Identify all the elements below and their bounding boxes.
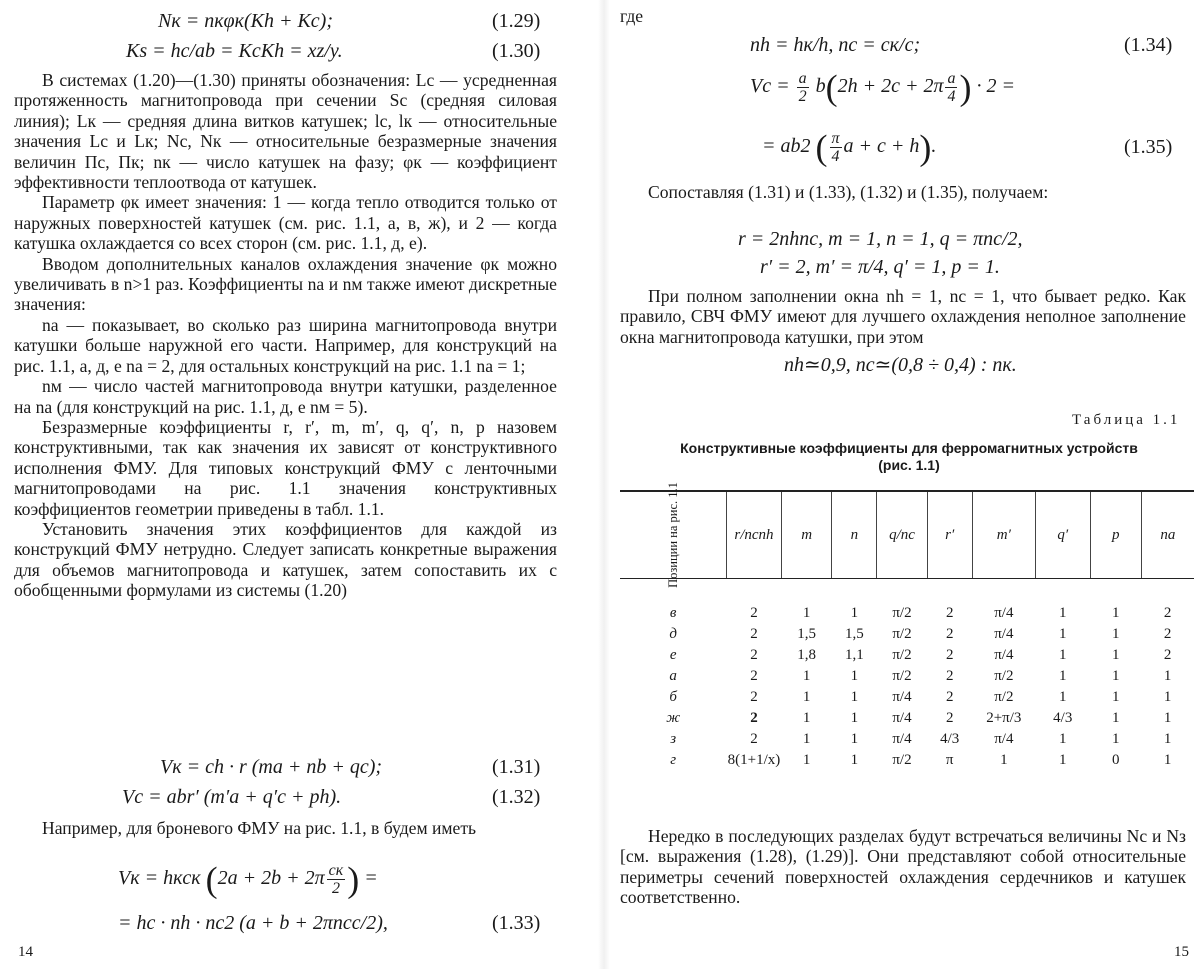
cell: 1 (850, 605, 859, 621)
cell: 1 (1112, 731, 1120, 747)
cell: 1 (1059, 626, 1067, 642)
header-cell: m (782, 491, 832, 579)
paragraph: Безразмерные коэффициенты r, r′, m, m′, q, q′, n, p назовем конструктивными, так как значения их зависят от конструктивного исполнения ФМУ. Для типовых конструкций ФМУ с ленточными магнитопроводами на рис. 1.1 значения конструктивных коэффициентов геометрии приведены в табл. 1.1. (14, 416, 557, 519)
cell: 1 (802, 731, 811, 747)
equation-number: (1.29) (492, 10, 541, 32)
eq-part: b (815, 75, 826, 98)
cell: π/2 (994, 689, 1014, 705)
cell: 8(1+1/x) (727, 752, 781, 768)
eq-part: · 2 = (976, 75, 1015, 98)
paragraph: Например, для броневого ФМУ на рис. 1.1, в будем иметь (42, 818, 477, 838)
header-cell: na (1141, 491, 1194, 579)
cell: π/4 (892, 689, 912, 705)
right-page (618, 0, 1200, 969)
page-number: 15 (1174, 944, 1189, 960)
table-row (620, 750, 1194, 771)
cell-position: в (669, 605, 677, 621)
cell: 1 (1059, 752, 1067, 768)
cell: 1 (850, 710, 859, 726)
cell: 1 (802, 689, 811, 705)
equation-number: (1.31) (492, 756, 541, 778)
cell: 1,5 (844, 626, 864, 642)
header-cell: q/nc (877, 491, 927, 579)
cell: 2 (750, 647, 758, 663)
fraction (830, 130, 842, 165)
numerator: π (831, 130, 840, 147)
cell: π/2 (892, 605, 912, 621)
header-cell: r/ncnh (726, 491, 781, 579)
cell-position: ж (666, 710, 681, 726)
paren-close: ) (919, 127, 932, 168)
cell: 2 (750, 668, 758, 684)
cell: 2 (945, 689, 954, 705)
cell: 2 (945, 668, 954, 684)
cell: 2 (945, 647, 954, 663)
book-gutter (598, 0, 610, 969)
cell: 1 (1163, 668, 1172, 684)
cell: 1 (1059, 668, 1067, 684)
cell: 2 (945, 605, 954, 621)
cell: 1 (850, 668, 859, 684)
equation-1-32: Vc = abr′ (m′a + q′c + ph). (122, 786, 342, 808)
paragraph: В системах (1.20)—(1.30) приняты обозначения: Lc — усредненная протяженность магнитопровода при сечении Sc (средняя силовая линия); Lк — средняя длина витков катушек; lc, lк — относительные значения Lc и Lк; Nc, Nк — относительные безразмерные значения величин Пc, Пк; nк — число катушек на фазу; φк — коэффициент эффективности теплоотвода от катушек. (14, 70, 557, 193)
header-cell: p (1090, 491, 1141, 579)
eq-part: Vc = (750, 75, 790, 98)
text-block (620, 826, 1186, 908)
cell: 1,5 (797, 626, 817, 642)
cell: 1 (1059, 689, 1067, 705)
table-row (620, 666, 1194, 687)
cell-position: б (669, 689, 677, 705)
cell: 2 (1163, 647, 1172, 663)
cell: π/2 (892, 626, 912, 642)
paragraph: Сопоставляя (1.31) и (1.33), (1.32) и (1.35), получаем: (648, 182, 1049, 202)
cell: 2 (1163, 605, 1172, 621)
paren-open: ( (815, 127, 828, 168)
cell: 1 (1112, 647, 1120, 663)
fraction (327, 862, 346, 897)
header-cell (620, 481, 726, 588)
cell: 1 (850, 752, 859, 768)
cell: 2 (750, 689, 758, 705)
cell-position: е (669, 647, 677, 663)
coefficients-table (620, 481, 1194, 771)
denominator: 2 (798, 88, 807, 105)
eq-part: 2h + 2c + 2π (837, 75, 944, 98)
table-title-line: Конструктивные коэффициенты для ферромагнитных устройств (680, 440, 1138, 456)
denominator: 2 (331, 880, 340, 897)
cell: 2 (1163, 626, 1172, 642)
equation-1-35-line1 (750, 67, 1015, 108)
cell-position: з (670, 731, 677, 747)
paren-open: ( (825, 67, 838, 108)
numerator: a (947, 70, 956, 87)
cell: 1 (802, 668, 811, 684)
equation-1-33-line2: = hc · nh · nc2 (a + b + 2πncc/2), (118, 912, 388, 934)
eq-part: = ab2 (762, 135, 811, 158)
cell: 1 (1112, 605, 1120, 621)
cell: 2 (945, 710, 954, 726)
cell: 1 (802, 605, 811, 621)
eq-part: a + c + h (843, 135, 920, 158)
cell-position: д (669, 626, 677, 642)
table-row (620, 708, 1194, 729)
text-block (620, 182, 1186, 202)
cell: 1 (1163, 752, 1172, 768)
cell: 2 (750, 710, 758, 726)
equation-1-35-line2 (762, 127, 937, 168)
paragraph: Вводом дополнительных каналов охлаждения значение φк можно увеличивать в n>1 раз. Коэффициенты na и nм также имеют дискретные значения: (14, 253, 557, 315)
cell: 2 (750, 626, 758, 642)
equation-1-30: Ks = hc/ab = KcKh = xz/y. (126, 40, 343, 62)
text-block (620, 286, 1186, 347)
paragraph: na — показывает, во сколько раз ширина магнитопровода внутри катушки больше наружной его части. Например, для конструкций на рис. 1.1, а, д, е na = 2, для остальных конструкций на рис. 1.1 na = 1; (14, 314, 557, 376)
cell: 1 (802, 752, 811, 768)
text-block (14, 70, 557, 601)
cell: 2 (750, 605, 758, 621)
cell: π/4 (892, 731, 912, 747)
cell: 4/3 (940, 731, 960, 747)
cell: 2+π/3 (986, 710, 1022, 726)
cell: π (945, 752, 954, 768)
cell: 1 (1163, 731, 1172, 747)
equation-1-33-line1 (118, 859, 378, 900)
numerator: cк (328, 862, 344, 879)
paren-close: ) (347, 859, 360, 900)
denominator: 4 (831, 148, 840, 165)
cell: π/2 (892, 668, 912, 684)
fraction (797, 70, 809, 105)
equation-approx: nh≃0,9, nc≃(0,8 ÷ 0,4) : nк. (784, 354, 1017, 376)
cell: 1 (1112, 626, 1120, 642)
eq-part: Vк = hкcк (118, 867, 201, 890)
equation-number: (1.35) (1124, 136, 1173, 158)
paren-close: ) (959, 67, 972, 108)
table-row (620, 603, 1194, 624)
cell: 1,8 (797, 647, 817, 663)
page-number: 14 (18, 944, 33, 960)
table-row (620, 624, 1194, 645)
cell: 1 (1112, 710, 1120, 726)
numerator: a (798, 70, 807, 87)
text-block (14, 818, 557, 838)
equation-number: (1.30) (492, 40, 541, 62)
header-cell: n (832, 491, 877, 579)
cell: 1 (802, 710, 811, 726)
header-cell: r′ (927, 491, 972, 579)
equation-number: (1.33) (492, 912, 541, 934)
cell: 2 (750, 731, 758, 747)
cell: 1,1 (844, 647, 864, 663)
equation-number: (1.34) (1124, 34, 1173, 56)
cell: 1 (1000, 752, 1008, 768)
cell: 2 (945, 626, 954, 642)
eq-part: = (364, 867, 378, 890)
eq-part: . (931, 135, 937, 158)
left-page (0, 0, 590, 969)
denominator: 4 (947, 88, 956, 105)
paragraph: Установить значения этих коэффициентов для каждой из конструкций ФМУ нетрудно. Следует записать конкретные выражения для объемов магнитопровода и катушек, затем сопоставить их с обобщенными формулами из системы (1.20) (14, 518, 557, 601)
cell: π/4 (994, 605, 1014, 621)
cell: 1 (850, 689, 859, 705)
equation-coeffs-2: r′ = 2, m′ = π/4, q′ = 1, p = 1. (760, 256, 1000, 278)
cell: π/2 (892, 752, 912, 768)
header-cell: m′ (972, 491, 1035, 579)
cell-position: а (669, 668, 677, 684)
cell: 1 (1163, 689, 1172, 705)
table-row (620, 645, 1194, 666)
table-row (620, 687, 1194, 708)
paren-open: ( (205, 859, 218, 900)
cell: 1 (1112, 668, 1120, 684)
cell: π/2 (892, 647, 912, 663)
cell-position: г (670, 752, 677, 768)
table-label: Таблица 1.1 (1072, 412, 1181, 428)
cell: 1 (1059, 605, 1067, 621)
equation-1-34: nh = hк/h, nc = cк/c; (750, 34, 921, 56)
equation-1-31: Vк = ch · r (ma + nb + qc); (160, 756, 383, 778)
paragraph: Параметр φк имеет значения: 1 — когда тепло отводится только от наружных поверхностей катушек (см. рис. 1.1, а, в, ж), и 2 — когда катушка охлаждается со всех сторон (см. рис. 1.1, д, е). (14, 192, 557, 254)
cell: 1 (1112, 689, 1120, 705)
cell: 0 (1112, 752, 1120, 768)
cell: π/4 (994, 647, 1014, 663)
header-position: Позиции на рис. 1.1 (665, 481, 680, 588)
header-cell: q′ (1035, 491, 1090, 579)
cell: π/4 (892, 710, 912, 726)
paragraph: При полном заполнении окна nh = 1, nc = 1, что бывает редко. Как правило, СВЧ ФМУ имеют для лучшего охлаждения неполное заполнение окна магнитопровода катушки, при этом (620, 286, 1186, 347)
cell: π/2 (994, 668, 1014, 684)
equation-coeffs-1: r = 2nhnc, m = 1, n = 1, q = πnc/2, (738, 228, 1023, 250)
cell: π/4 (994, 626, 1014, 642)
cell: 1 (1059, 731, 1067, 747)
table-title (618, 440, 1200, 474)
eq-part: 2a + 2b + 2π (217, 867, 325, 890)
equation-number: (1.32) (492, 786, 541, 808)
paragraph: где (620, 6, 644, 26)
table-title-line: (рис. 1.1) (878, 457, 940, 473)
cell: π/4 (994, 731, 1014, 747)
text-block (620, 6, 720, 26)
table-row (620, 729, 1194, 750)
paragraph: nм — число частей магнитопровода внутри катушки, разделенное на na (для конструкций на рис. 1.1, д, е nм = 5). (14, 376, 557, 417)
cell: 1 (1163, 710, 1172, 726)
paragraph: Нередко в последующих разделах будут встречаться величины Nc и Nз [см. выражения (1.28), (1.29)]. Они представляют собой относительные периметры сечений поверхностей охлаждения сердечников и катушек соответственно. (620, 826, 1186, 908)
table-header-row (620, 491, 1194, 579)
cell: 1 (850, 731, 859, 747)
cell: 4/3 (1053, 710, 1073, 726)
fraction (945, 70, 957, 105)
equation-1-29: Nк = nкφк(Kh + Kc); (158, 10, 333, 32)
cell: 1 (1059, 647, 1067, 663)
